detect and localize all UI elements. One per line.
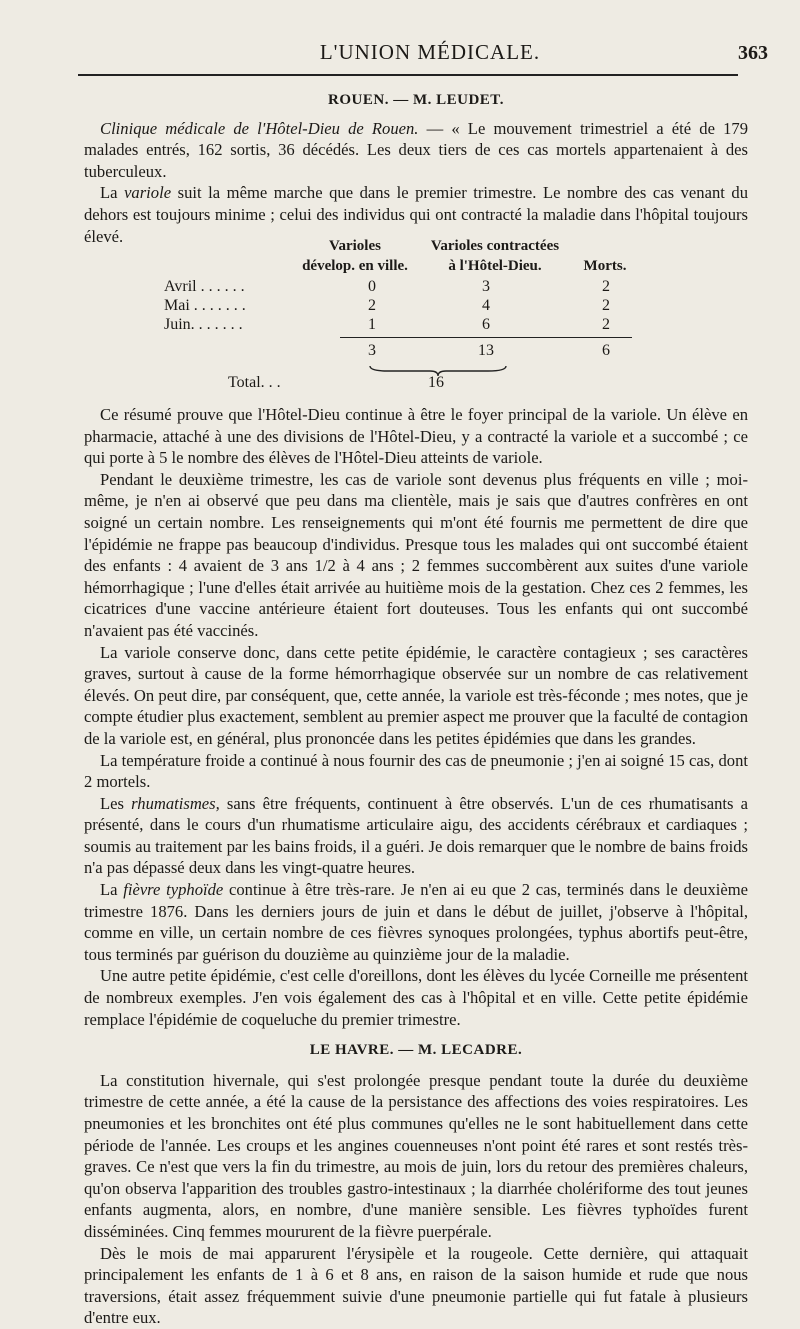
variole-text: suit la même marche que dans le premier trimestre. Le nombre des cas venant du dehors est toujours minime ; celui des individus qui ont contracté la maladie dans l'hôpital toujours élevé.: [84, 183, 748, 246]
page-number: 363: [738, 42, 768, 64]
row-label: Juin. . . . . . .: [164, 316, 243, 333]
section-heading-havre: LE HAVRE. — M. LECADRE.: [309, 1042, 523, 1059]
paragraph: La température froide a continué à nous fournir des cas de pneumonie ; j'en ai soigné 15 cas, dont 2 mortels.: [84, 750, 748, 792]
source-title: Clinique médicale de l'Hôtel-Dieu de Rouen.: [100, 118, 419, 138]
row-label: Mai . . . . . . .: [164, 297, 246, 314]
typhoide-term: fièvre typhoïde: [123, 880, 224, 900]
oreillons-paragraph: Une autre petite épidémie, c'est celle d'oreillons, dont les élèves du lycée Corneille me présentent de nombreux exemples. J'en vois également des cas à l'hôpital et en ville. Cette petite épidémie remplace l'épidémie de coqueluche du premier trimestre.: [84, 966, 748, 1029]
variole-table: [140, 238, 640, 398]
cell-hotel: 4: [482, 297, 490, 314]
section-rouen-body: [84, 404, 748, 1329]
col-head-morts: Morts.: [583, 258, 627, 274]
section-heading-rouen: ROUEN. — M. LEUDET.: [328, 92, 504, 108]
cell-ville: 1: [368, 316, 376, 333]
paragraph: La variole conserve donc, dans cette petite épidémie, le caractère contagieux ; ses caractères graves, surtout à cause de la forme hémorrhagique observée sur un nombre de cas relativement élevés. On peut dire, par conséquent, que, cette année, la variole est très-féconde ; mes notes, que je compte étudier plus exactement, semblent au premier aspect me prouver que la faculté de contagion de la variole est, en général, plus prononcée dans les petites épidémies que dans les grandes.: [84, 642, 748, 748]
intro-paragraph: [84, 118, 748, 183]
cell-morts: 2: [602, 316, 610, 333]
header-rule: [78, 74, 738, 76]
total-hotel: 13: [478, 342, 494, 359]
col-head-contractees-2: à l'Hôtel-Dieu.: [448, 258, 542, 274]
intro-text: — « Le mouvement trimestriel a été de 179 malades entrés, 162 sortis, 36 décédés. Les deux tiers de ces cas mortels appartenaient à des tuberculeux.: [84, 118, 748, 181]
rhumatismes-paragraph: [84, 793, 748, 879]
rhumatismes-term: rhumatismes,: [131, 793, 220, 813]
variole-start: La: [100, 183, 125, 203]
cell-morts: 2: [602, 278, 610, 295]
total-morts: 6: [602, 342, 610, 359]
cell-hotel: 6: [482, 316, 490, 333]
typhoide-paragraph: [84, 879, 748, 965]
total-ville: 3: [368, 342, 376, 359]
running-title: L'UNION MÉDICALE.: [319, 40, 541, 64]
section-rouen-intro: [84, 90, 748, 247]
paragraph: La constitution hivernale, qui s'est prolongée presque pendant toute la durée du deuxième trimestre de cette année, a été la cause de la persistance des affections des voies respiratoires. Les pneumonies et les bronchites ont été plus communes qu'elles ne le sont habituellement dans cette période de l'année. Les croups et les angines couenneuses n'ont point été rares et sont restés très-graves. Ce n'est que vers la fin du trimestre, au mois de juin, lors du retour des premières chaleurs, qu'on observa l'apparition des troubles gastro-intestinaux ; la diarrhée cholériforme des tout jeunes enfants augmenta, alors, en nombre, d'une manière sensible. Les fièvres typhoïdes furent disséminées. Cinq femmes moururent de la fièvre puerpérale.: [84, 1070, 748, 1241]
col-head-varioles-1: Varioles: [329, 238, 381, 254]
cell-morts: 2: [602, 297, 610, 314]
variole-term: variole: [124, 183, 172, 203]
rhumatismes-text: sans être fréquents, continuent à être observés. L'un de ces rhumatisants a présenté, dans le cours d'un rhumatisme articulaire aigu, des accidents cérébraux et cardiaques ; soumis au traitement par les bains froids, il a guéri. Je dois remarquer que le nombre de bains froids n'a pas dépassé deux dans les vingt-quatre heures.: [84, 793, 749, 878]
rhumatismes-start: Les: [100, 793, 132, 813]
grand-total: 16: [428, 374, 444, 391]
typhoide-start: La: [100, 880, 124, 900]
paragraph: Pendant le deuxième trimestre, les cas de variole sont devenus plus fréquents en ville ; moi-même, je n'en ai observé que peu dans ma clientèle, mais je sais que d'autres confrères en ont soigné un certain nombre. Les renseignements qui m'ont été fournis me permettent de dire que l'épidémie ne frappe pas beaucoup d'individus. Presque tous les malades qui ont succombé étaient des enfants : 4 avaient de 3 ans 1/2 à 4 ans ; 2 femmes succombèrent aux suites d'une variole hémorrhagique ; l'une d'elles était arrivée au huitième mois de la gestation. Chez ces 2 femmes, les cicatrices d'une vaccine antérieure étaient fort douteuses. Tous les enfants qui ont succombé n'avaient pas été vaccinés.: [84, 469, 748, 640]
total-label: Total. . .: [228, 374, 281, 391]
page-header: [78, 40, 782, 74]
row-label: Avril . . . . . .: [164, 278, 245, 295]
cell-ville: 2: [368, 297, 376, 314]
paragraph: Ce résumé prouve que l'Hôtel-Dieu continue à être le foyer principal de la variole. Un élève en pharmacie, attaché à une des divisions de l'Hôtel-Dieu, y a contracté la variole et a succombé ; ce qui porte à 5 le nombre des élèves de l'Hôtel-Dieu atteints de variole.: [84, 405, 748, 468]
cell-hotel: 3: [482, 278, 490, 295]
col-head-varioles-2: dévelop. en ville.: [302, 258, 408, 274]
col-head-contractees-1: Varioles contractées: [430, 238, 560, 254]
typhoide-text: continue à être très-rare. Je n'en ai eu que 2 cas, terminés dans le deuxième trimestre 1876. Dans les derniers jours de juin et dans le début de juillet, j'observe à l'hôpital, comme en ville, un certain nombre de ces fièvres synoques prolongées, typhus abortifs peut-être, tous terminés par guérison du douzième au quinzième jour de la maladie.: [84, 880, 748, 964]
cell-ville: 0: [368, 278, 376, 295]
paragraph: Dès le mois de mai apparurent l'érysipèle et la rougeole. Cette dernière, qui attaquait principalement les enfants de 1 à 6 et 8 ans, en raison de la saison humide et rude que nous traversions, était assez fréquemment suivie d'une pneumonie partielle qui fut fatale à plusieurs d'entre eux.: [84, 1243, 748, 1328]
totals-rule: [340, 337, 632, 338]
